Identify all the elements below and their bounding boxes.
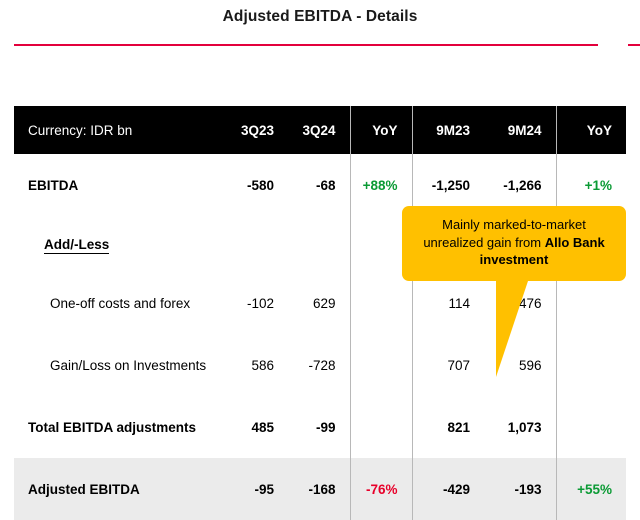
cell-gainloss-3q24: -728 xyxy=(288,334,350,396)
header-9m24: 9M24 xyxy=(484,106,556,154)
row-label-total-adjustments: Total EBITDA adjustments xyxy=(14,396,226,458)
cell-oneoff-3q24: 629 xyxy=(288,272,350,334)
header-yoy-quarter: YoY xyxy=(350,106,412,154)
cell-total-yoy-quarter xyxy=(350,396,412,458)
cell-total-3q24: -99 xyxy=(288,396,350,458)
cell-adjebitda-9m23: -429 xyxy=(412,458,484,520)
cell-gainloss-9m23: 707 xyxy=(412,334,484,396)
cell-gainloss-yoy-quarter xyxy=(350,334,412,396)
cell-ebitda-9m23: -1,250 xyxy=(412,154,484,216)
cell-ebitda-9m24: -1,266 xyxy=(484,154,556,216)
row-label-gain-loss-investments: Gain/Loss on Investments xyxy=(14,334,226,396)
table-header-row xyxy=(14,106,626,154)
cell-ebitda-3q24: -68 xyxy=(288,154,350,216)
row-label-add-less: Add/-Less xyxy=(14,216,226,272)
cell-ebitda-yoy-quarter: +88% xyxy=(350,154,412,216)
cell-total-9m23: 821 xyxy=(412,396,484,458)
financials-table xyxy=(14,106,626,520)
table-row xyxy=(14,334,626,396)
callout-text-bold: Allo Bank investment xyxy=(479,234,605,268)
cell-ebitda-yoy-ytd: +1% xyxy=(556,154,626,216)
page-title: Adjusted EBITDA - Details xyxy=(222,8,418,25)
header-currency: Currency: IDR bn xyxy=(14,106,226,154)
table-row xyxy=(14,396,626,458)
cell-adjebitda-yoy-quarter: -76% xyxy=(350,458,412,520)
row-label-ebitda: EBITDA xyxy=(14,154,226,216)
cell-total-9m24: 1,073 xyxy=(484,396,556,458)
header-3q23: 3Q23 xyxy=(226,106,288,154)
cell-addless-3q24 xyxy=(288,216,350,272)
callout-pointer xyxy=(496,275,530,377)
title-divider-right xyxy=(628,44,640,46)
cell-gainloss-yoy-ytd xyxy=(556,334,626,396)
title-divider xyxy=(14,44,598,46)
cell-adjebitda-3q24: -168 xyxy=(288,458,350,520)
cell-oneoff-yoy-ytd xyxy=(556,272,626,334)
header-yoy-ytd: YoY xyxy=(556,106,626,154)
cell-oneoff-9m23: 114 xyxy=(412,272,484,334)
row-label-adjusted-ebitda: Adjusted EBITDA xyxy=(14,458,226,520)
cell-adjebitda-9m24: -193 xyxy=(484,458,556,520)
row-label-one-off-costs: One-off costs and forex xyxy=(14,272,226,334)
cell-adjebitda-3q23: -95 xyxy=(226,458,288,520)
cell-gainloss-9m24: 596 xyxy=(484,334,556,396)
cell-total-yoy-ytd xyxy=(556,396,626,458)
cell-total-3q23: 485 xyxy=(226,396,288,458)
cell-oneoff-3q23: -102 xyxy=(226,272,288,334)
cell-adjebitda-yoy-ytd: +55% xyxy=(556,458,626,520)
cell-addless-3q23 xyxy=(226,216,288,272)
callout-annotation xyxy=(402,206,626,281)
header-9m23: 9M23 xyxy=(412,106,484,154)
callout-text: Mainly marked-to-market unrealized gain from xyxy=(423,217,586,250)
cell-ebitda-3q23: -580 xyxy=(226,154,288,216)
cell-oneoff-9m24: 476 xyxy=(484,272,556,334)
cell-oneoff-yoy-quarter xyxy=(350,272,412,334)
header-3q24: 3Q24 xyxy=(288,106,350,154)
table-row xyxy=(14,272,626,334)
cell-gainloss-3q23: 586 xyxy=(226,334,288,396)
